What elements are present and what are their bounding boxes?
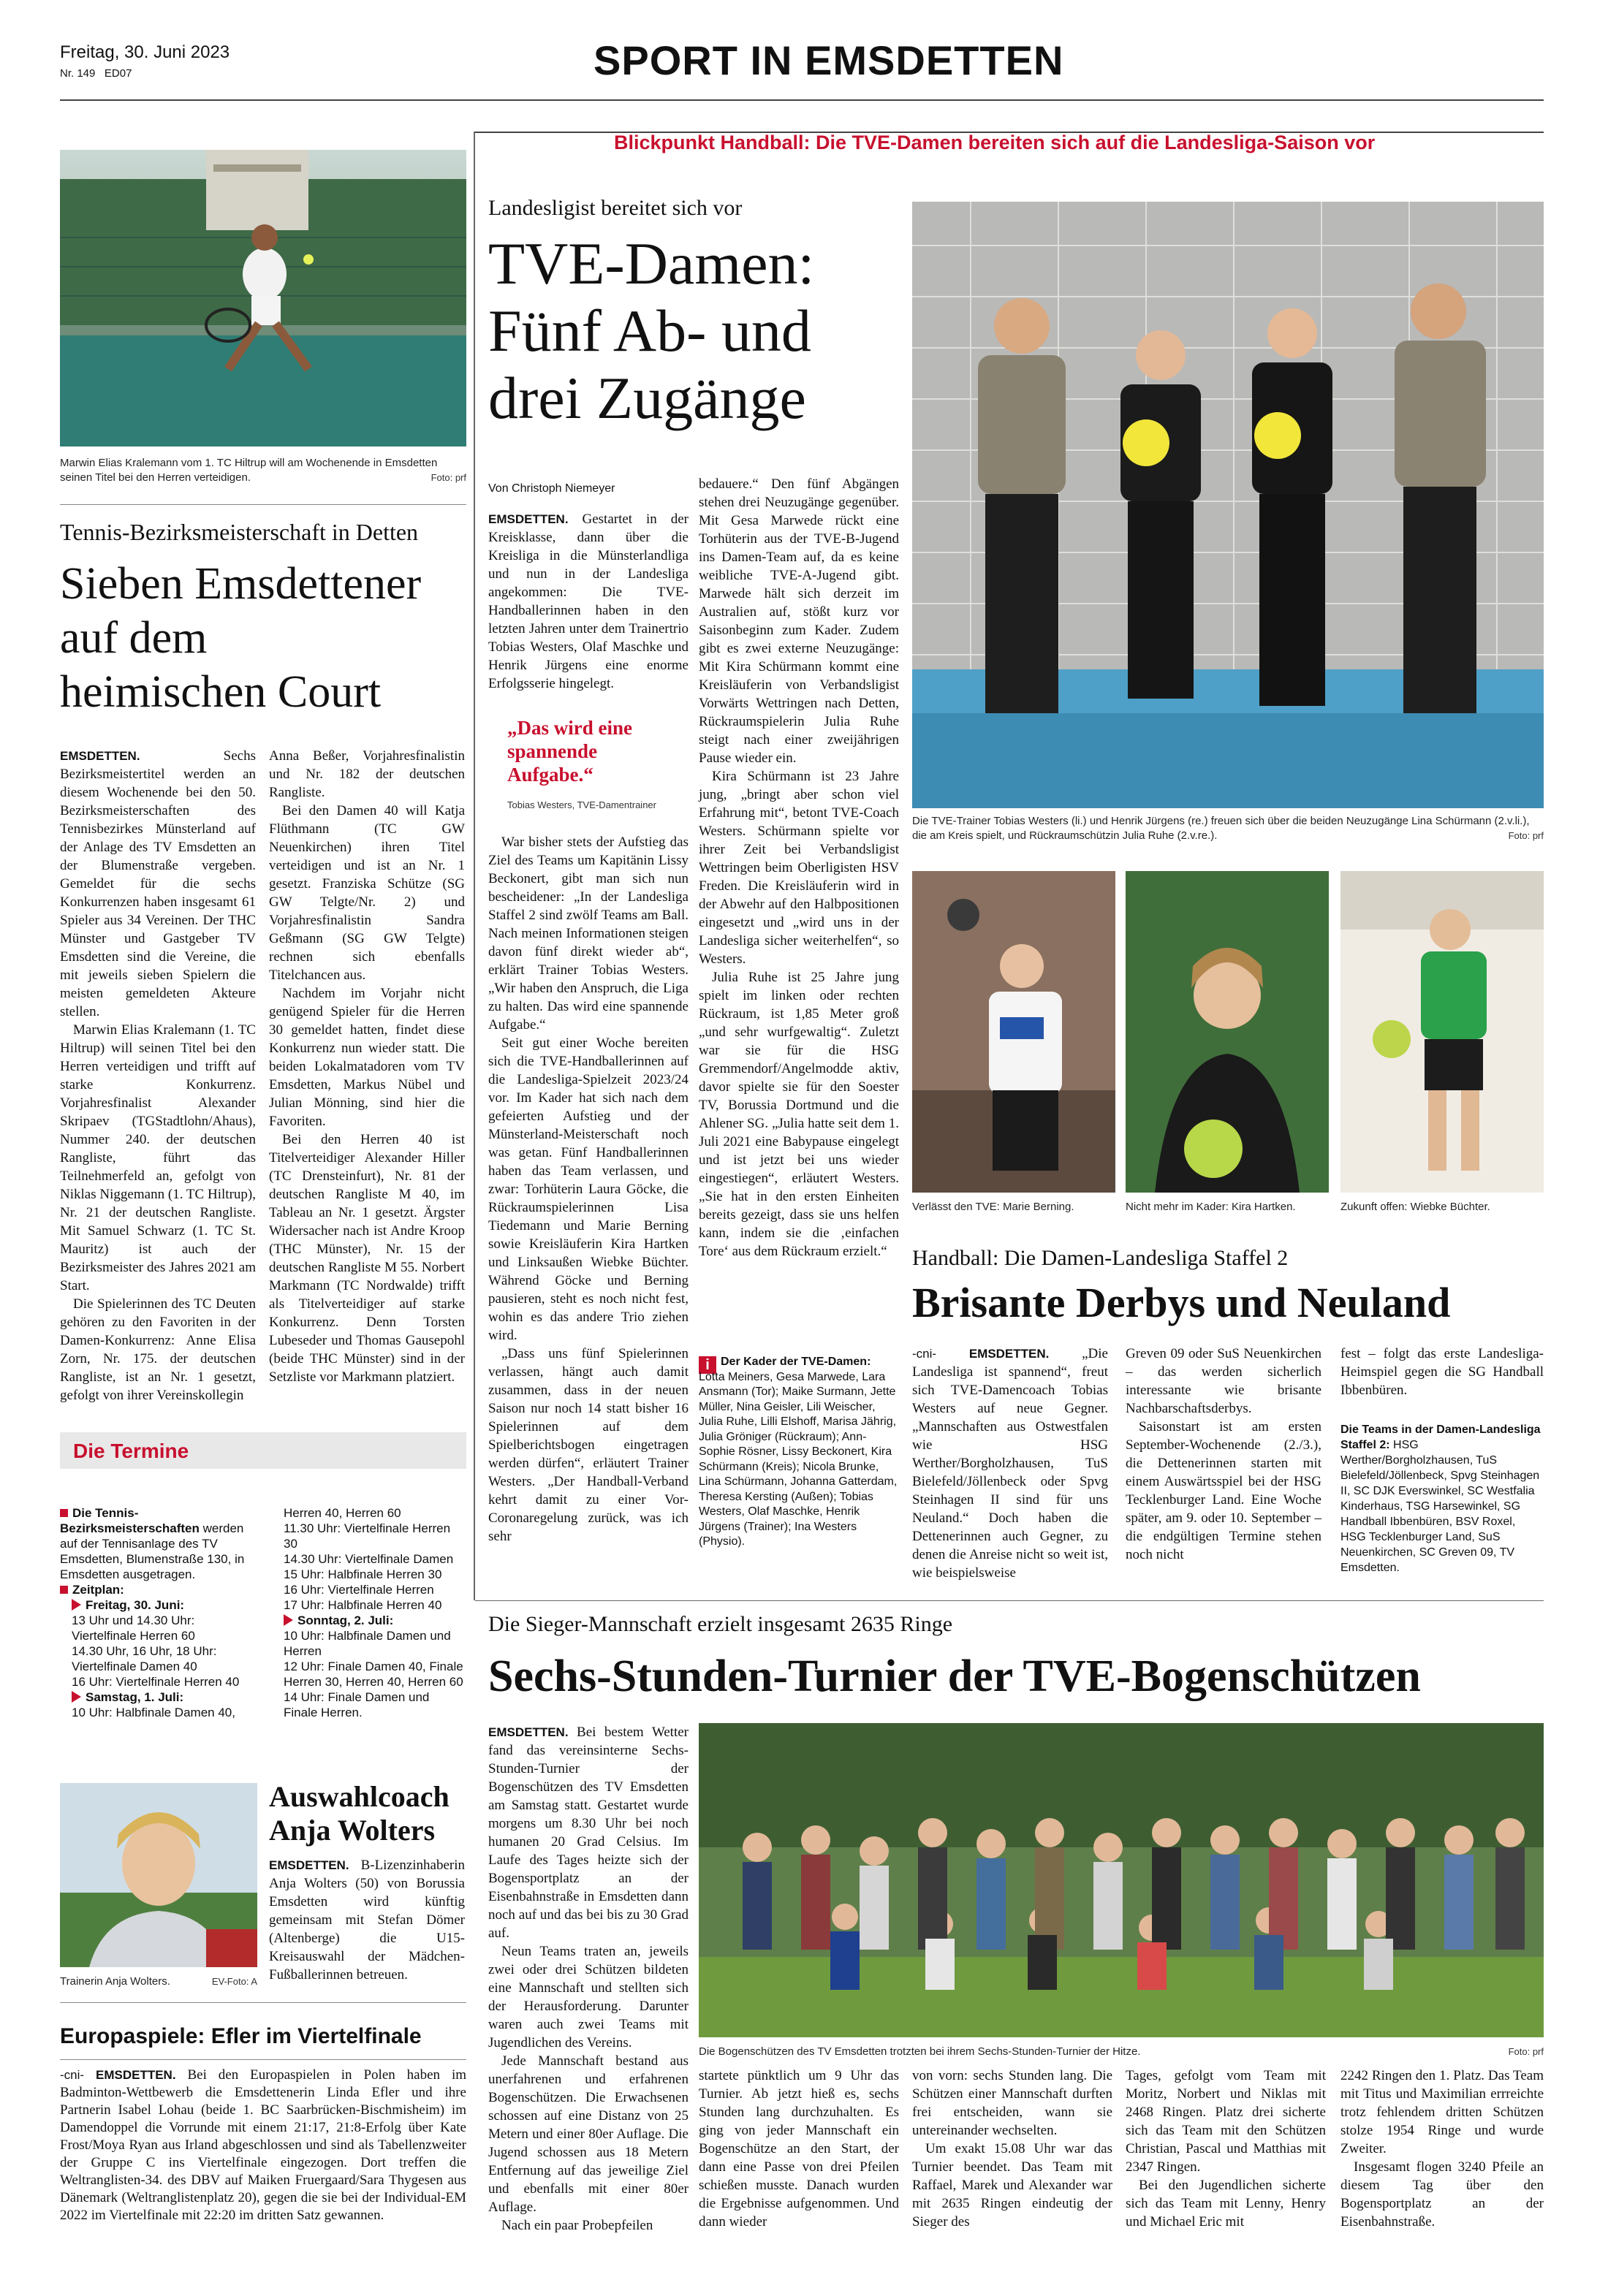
termine-fr-2: 14.30 Uhr, 16 Uhr, 18 Uhr: Viertelfinale Damen 40 bbox=[72, 1644, 217, 1673]
bogen-photo-credit: Foto: prf bbox=[1508, 2046, 1544, 2057]
derby-body-col3 bbox=[1340, 1345, 1544, 1399]
termine-friday: Freitag, 30. Juni: bbox=[86, 1598, 185, 1612]
team-photo-credit: Foto: prf bbox=[1508, 830, 1544, 841]
tve-body-col1-top bbox=[488, 510, 689, 693]
termine-zeitplan: Zeitplan: bbox=[72, 1583, 124, 1597]
termine-intro-bold: Die Tennis-Bezirksmeisterschaften bbox=[60, 1506, 200, 1535]
tennis-rule bbox=[60, 504, 466, 505]
europa-body bbox=[60, 2067, 466, 2224]
tennis-headline-line-3: heimischen Court bbox=[60, 667, 382, 717]
berning-photo bbox=[912, 871, 1115, 1193]
tennis-body-col2 bbox=[269, 747, 465, 1386]
tennis-col1-p3: Die Spielerinnen des TC Deuten gehören zu den Favoriten in der Damen-Konkurrenz: Anne Elisa Zorn, Nr. 175. der deutschen Rangliste, ist an Nr. 1 gesetzt, gefolgt von ihrer Vereinskollegin bbox=[60, 1296, 256, 1403]
europa-prefix: -cni- bbox=[60, 2068, 85, 2082]
bogen-col1-p4: Nach ein paar Probepfeilen bbox=[501, 2218, 653, 2233]
tve-headline bbox=[488, 230, 814, 432]
derby-col1: „Die Landesliga ist spannend“, freut sich TVE-Damencoach Tobias Westers auf neue Gegner. „Mannschaften aus Ostwestfalen wie HSG Werther/Borgholzhausen, TuS Bielefeld/Jöllenbeck oder Spvg Steinhagen II sind für uns Neuland.“ Doch haben die Dettenerinnen auch Gegner, zu denen die Anreise nicht so weit ist, wie beispielsweise bbox=[912, 1346, 1108, 1581]
bogen-rule bbox=[475, 1600, 1544, 1601]
tve-body-col2 bbox=[699, 475, 899, 1261]
termine-c2-6: 17 Uhr: Halbfinale Herren 40 bbox=[284, 1598, 442, 1612]
tve-dateline: EMSDETTEN. bbox=[488, 512, 569, 526]
derby-col2-p2: Saisonstart ist am ersten September-Wochenende (2./3.), die Dettenerinnen starten mit einem Auswärtsspiel bei der HSG Tecklenburger Land. Eine Woche später, am 9. oder 10. September – die endgültigen Termine stehen noch nicht bbox=[1126, 1419, 1321, 1562]
tennis-col2-p2: Bei den Damen 40 will Katja Flüthmann (TC GW Neuenkirchen) ihren Titel verteidigen und ist an Nr. 1 gesetzt. Franziska Schütze (SG GW Telgte/Nr. 2) und Vorjahresfinalistin Sandra Geßmann (SG GW Telgte) rechnen sich ebenfalls Titelchancen aus. bbox=[269, 803, 465, 983]
derby-kicker: Handball: Die Damen-Landesliga Staffel 2 bbox=[912, 1246, 1289, 1270]
bullet-square-icon bbox=[60, 1509, 68, 1517]
europa-text: Bei den Europaspielen in Polen haben im Badminton-Wettbewerb die Emsdettenerin Linda Efler und ihre Partnerin Isabel Lohau (beide 1. BC Saarbrücken-Bischmisheim) im Damendoppel die Vorrunde mit einem 21:17, 21:8-Erfolg über Kate Frost/Moya Ryan aus Irland abgeschlossen und sind als Tabellenzweiter der Gruppe C ins Viertelfinale eingezogen. Dort treffen die Weltranglisten-34. des DBV auf Maiken Fruergaard/Sara Thygesen aus Dänemark (Weltranglistenplatz 20), gegen die sie bei der Individual-EM 2022 im Viertelfinale mit 22:20 im dritten Satz gewannen. bbox=[60, 2067, 467, 2223]
tennis-photo-caption bbox=[60, 456, 466, 485]
issue-number bbox=[60, 67, 132, 80]
bogen-kicker: Die Sieger-Mannschaft erzielt insgesamt 2635 Ringe bbox=[488, 1612, 953, 1636]
derby-teams-box bbox=[1340, 1422, 1544, 1575]
hartken-caption: Nicht mehr im Kader: Kira Hartken. bbox=[1126, 1201, 1296, 1213]
team-photo bbox=[912, 202, 1544, 808]
derby-box-title: Die Teams in der Damen-Landesliga Staffel 2: bbox=[1340, 1423, 1541, 1451]
tve-body-col1-bottom bbox=[488, 833, 689, 1546]
tve-quote: „Das wird eine spannende Aufgabe.“ bbox=[507, 717, 632, 786]
bogen-photo-caption: Die Bogenschützen des TV Emsdetten trotzten bei ihrem Sechs-Stunden-Turnier der Hitze. bbox=[699, 2045, 1141, 2058]
triangle-arrow-icon bbox=[72, 1599, 81, 1611]
edition-code: ED07 bbox=[104, 67, 132, 80]
issue-date: Freitag, 30. Juni 2023 bbox=[60, 42, 230, 62]
team-photo-caption: Die TVE-Trainer Tobias Westers (li.) und Henrik Jürgens (re.) freuen sich über die beiden Neuzugänge Lina Schürmann (2.v.li.), die am Kreis spielt, und Rückraumschützin Julia Ruhe (2.v.re.). bbox=[912, 815, 1530, 842]
termine-col2 bbox=[284, 1505, 466, 1720]
wolters-credit: EV-Foto: A bbox=[211, 1976, 257, 1987]
termine-title: Die Termine bbox=[73, 1440, 189, 1462]
tennis-col2-p4: Bei den Herren 40 ist Titelverteidiger Alexander Hiller (TC Drensteinfurt), Nr. 81 der deutschen Rangliste M 40, im Tableau an Nr. 1 gesetzt. Ärgster Widersacher nach ist Andre Kroop (THC Münster), Nr. 15 der deutschen Rangliste M 55. Norbert Markmann (TC Nordwalde) trifft als Titelverteidiger auf starke Konkurrenz. Denn Torsten Lubeseder und Thomas Gausepohl (beide THC Münster) sind in der Setzliste vor Markmann platziert. bbox=[269, 1132, 465, 1385]
bogen-col1-p2: Neun Teams traten an, jeweils zwei oder drei Schützen bildeten eine Mannschaft und stellten sich der Herausforderung. Darunter waren auch zwei Teams mit Jugendlichen des Vereins. bbox=[488, 1944, 689, 2050]
wolters-dateline: EMSDETTEN. bbox=[269, 1858, 349, 1872]
termine-c2-2: 11.30 Uhr: Viertelfinale Herren 30 bbox=[284, 1521, 451, 1551]
tve-quote-source: Tobias Westers, TVE-Damentrainer bbox=[507, 799, 656, 810]
tve-col1-p1: Gestartet in der Kreisklasse, dann über die Kreisliga in die Münsterlandliga und nun in der Landesliga angekommen: Die TVE-Handballerinnen haben in den letzten Jahren unter dem Trainertrio Tobias Westers, Olaf Maschke und Henrik Jürgens eine enorme Erfolgsserie hingelegt. bbox=[488, 512, 689, 691]
bogen-dateline: EMSDETTEN. bbox=[488, 1725, 569, 1739]
termine-so-2: 12 Uhr: Finale Damen 40, Finale Herren 30, Herren 40, Herren 60 bbox=[284, 1660, 463, 1689]
tennis-headline bbox=[60, 557, 421, 719]
termine-col1 bbox=[60, 1505, 256, 1720]
termine-sa-1: 10 Uhr: Halbfinale Damen 40, bbox=[72, 1706, 235, 1719]
bogen-col5-p1: 2242 Ringen den 1. Platz. Das Team mit Titus und Maximilian errreichte trotz fehlendem dritten Schützen stolze 1954 Ringe und wurde Zweiter. bbox=[1340, 2068, 1544, 2156]
tennis-photo-credit: Foto: prf bbox=[431, 472, 466, 483]
derby-box-text: HSG Werther/Borgholzhausen, TuS Bielefeld/Jöllenbeck, Spvg Steinhagen II, SC DJK Everswinkel, SC Westfalia Kinderhaus, TSG Harsewinkel, SG Handball Ibbenbüren, BSV Roxel, HSG Tecklenburger Land, SuS Neuenkirchen, SC Greven 09, TV Emsdetten. bbox=[1340, 1439, 1540, 1574]
tve-headline-3: drei Zugänge bbox=[488, 365, 806, 431]
team-photo-caption-row bbox=[912, 814, 1544, 843]
wolters-caption-row bbox=[60, 1974, 257, 1989]
tennis-caption-text: Marwin Elias Kralemann vom 1. TC Hiltrup will am Wochenende in Emsdetten seinen Titel bei den Herren verteidigen. bbox=[60, 457, 438, 484]
bogen-headline: Sechs-Stunden-Turnier der TVE-Bogenschützen bbox=[488, 1651, 1421, 1701]
tennis-headline-line-2: auf dem bbox=[60, 613, 208, 663]
bullet-square-icon bbox=[60, 1586, 68, 1594]
tennis-headline-line-1: Sieben Emsdettener bbox=[60, 559, 422, 609]
bogen-body-col1 bbox=[488, 1723, 689, 2235]
derby-col2-p1: Greven 09 oder SuS Neuenkirchen – das werden sicherlich interessante wie brisante Nachbarschaftsderbys. bbox=[1126, 1346, 1321, 1416]
tve-headline-2: Fünf Ab- und bbox=[488, 297, 811, 364]
wolters-headline-1: Auswahlcoach bbox=[269, 1780, 450, 1813]
wolters-rule bbox=[60, 2002, 466, 2003]
bogen-body-col2 bbox=[699, 2067, 899, 2231]
issue-nr: Nr. 149 bbox=[60, 67, 96, 80]
termine-fr-3: 16 Uhr: Viertelfinale Herren 40 bbox=[72, 1675, 240, 1689]
berning-caption: Verlässt den TVE: Marie Berning. bbox=[912, 1201, 1074, 1213]
tennis-photo bbox=[60, 150, 466, 446]
bogen-col2: startete pünktlich um 9 Uhr das Turnier. Ab jetzt hieß es, sechs Stunden lang durchzuhalten. Es ging von jeder Mannschaft ein Bogenschütze an den Start, der dann eine Passe von drei Pfeilen schießen musste. Danach wurden die Ergebnisse aufgenommen. Und dann wieder bbox=[699, 2068, 899, 2230]
derby-col3: fest – folgt das erste Landesliga-Heimspiel gegen die SG Handball Ibbenbüren. bbox=[1340, 1346, 1544, 1398]
bogen-col3-p1: von vorn: sechs Stunden lang. Die Schützen einer Mannschaft durften frei entscheiden, wann sie untereinander wechselten. bbox=[912, 2068, 1112, 2138]
buechter-caption: Zukunft offen: Wiebke Büchter. bbox=[1340, 1201, 1490, 1213]
derby-body-col2 bbox=[1126, 1345, 1321, 1564]
termine-fr-1: 13 Uhr und 14.30 Uhr: Viertelfinale Herren 60 bbox=[72, 1613, 195, 1643]
column-divider-left bbox=[474, 132, 475, 1600]
bogen-photo bbox=[699, 1723, 1544, 2037]
triangle-arrow-icon bbox=[72, 1691, 81, 1703]
termine-c2-1: Herren 40, Herren 60 bbox=[284, 1506, 401, 1520]
wolters-photo bbox=[60, 1783, 257, 1967]
europa-dateline: EMSDETTEN. bbox=[96, 2068, 176, 2082]
termine-c2-3: 14.30 Uhr: Viertelfinale Damen bbox=[284, 1552, 454, 1566]
wolters-headline-2: Anja Wolters bbox=[269, 1814, 436, 1847]
bogen-photo-caption-row bbox=[699, 2045, 1544, 2059]
tve-kader-title: Der Kader der TVE-Damen: bbox=[721, 1356, 871, 1368]
bogen-body-col4 bbox=[1126, 2067, 1326, 2231]
bogen-col1-p1: Bei bestem Wetter fand das vereinsinterne Sechs-Stunden-Turnier der Bogenschützen des TV Emsdetten am Samstag statt. Gestartet wurde morgens um 8.30 Uhr bei noch humanen 20 Grad Celsius. Im Laufe des Tages heizte sich der Bogensportplatz an der Eisenbahnstraße in Emsdetten dann noch auf und das bei bis zu 30 Grad auf. bbox=[488, 1725, 689, 1941]
tve-col1-p4: „Dass uns fünf Spielerinnen verlassen, hängt auch damit zusammen, dass in der neuen Saison nur noch 14 statt bisher 16 Spielerinnen auf dem Spielberichtsbogen eingetragen werden dürfen“, erläutert Trainer Westers. „Der Handball-Verband kehrt damit zu einer Vor-Coronaregelung zurück, was ich sehr bbox=[488, 1346, 689, 1544]
bogen-col4-p2: Bei den Jugendlichen sicherte sich das Team mit Lenny, Henry und Michael Eric mit bbox=[1126, 2178, 1326, 2230]
tennis-dateline: EMSDETTEN. bbox=[60, 749, 140, 763]
blickpunkt-banner: Blickpunkt Handball: Die TVE-Damen bereiten sich auf die Landesliga-Saison vor bbox=[614, 132, 1376, 153]
derby-prefix: -cni- bbox=[912, 1347, 937, 1361]
termine-c2-5: 16 Uhr: Viertelfinale Herren bbox=[284, 1583, 434, 1597]
termine-c2-4: 15 Uhr: Halbfinale Herren 30 bbox=[284, 1567, 442, 1581]
termine-intro: werden auf der Tennisanlage des TV Emsdetten, Blumenstraße 130, in Emsdetten ausgetragen. bbox=[60, 1521, 245, 1581]
section-title: SPORT IN EMSDETTEN bbox=[593, 37, 1064, 83]
termine-saturday: Samstag, 1. Juli: bbox=[86, 1690, 184, 1704]
derby-headline: Brisante Derbys und Neuland bbox=[912, 1279, 1451, 1326]
buechter-photo bbox=[1340, 871, 1544, 1193]
header-rule bbox=[60, 99, 1544, 101]
termine-so-1: 10 Uhr: Halbfinale Damen und Herren bbox=[284, 1629, 451, 1658]
tennis-col1-p2: Marwin Elias Kralemann (1. TC Hiltrup) will seinen Titel bei den Herren verteidigen und trifft auf starke Konkurrenz. Vorjahresfinalist Alexander Skripaev (TGStadtlohn/Ahaus), Nummer 240. der deutschen Rangliste, führt das Teilnehmerfeld an, gefolgt von Niklas Niggemann (1. TC Hiltrup), Nr. 21 der deutschen Rangliste. Mit Samuel Schwarz (1. TC St. Mauritz) ist auch der Bezirksmeister des Jahres 2021 am Start. bbox=[60, 1022, 256, 1293]
wolters-caption: Trainerin Anja Wolters. bbox=[60, 1975, 170, 1988]
tennis-col1-p1: Sechs Bezirksmeistertitel werden an diesem Wochenende bei den 50. Bezirksmeisterschaften des Tennisbezirkes Münsterland auf der Anlage des TV Emsdetten an der Blumenstraße vergeben. Gemeldet für die sechs Konkurrenzen haben insgesamt 61 Spieler aus 34 Vereinen. Der THC Münster und Gastgeber TV Emsdetten sind die Vereine, die mit jeweils sieben Spielern die meisten gemeldeten Akteure stellen. bbox=[60, 748, 256, 1019]
europa-headline: Europaspiele: Efler im Viertelfinale bbox=[60, 2024, 422, 2048]
bogen-col4-p1: Tages, gefolgt vom Team mit Moritz, Norbert und Niklas mit 2468 Ringen. Platz drei sicherte sich das Team mit den Schützen Christian, Pascal und Matthias mit 2347 Ringen. bbox=[1126, 2068, 1326, 2175]
derby-dateline: EMSDETTEN. bbox=[968, 1347, 1050, 1361]
tennis-kicker: Tennis-Bezirksmeisterschaft in Detten bbox=[60, 519, 419, 545]
tennis-body-col1 bbox=[60, 747, 256, 1404]
tve-col2-p1: bedauere.“ Den fünf Abgängen stehen drei Neuzugänge gegenüber. Mit Gesa Marwede rückt eine Torhüterin aus der TVE-B-Jugend ins Damen-Team auf, da es keine weibliche TVE-A-Jugend gibt. Marwede hält sich derzeit im Australien auf, stößt kurz vor Saisonbeginn zum Kader. Zudem gibt es zwei externe Neuzugänge: Mit Kira Schürmann kommt eine Kreisläuferin von Verbandsligist Vorwärts Wettringen nach Detten, Rückraumspielerin Julia Ruhe steigt nach einer zweijährigen Pause wieder ein. bbox=[699, 476, 899, 766]
tve-col1-p2: War bisher stets der Aufstieg das Ziel des Teams um Kapitänin Lissy Beckonert, gibt man sich nun bescheidener: „In der Landesliga Staffel 2 sind zwölf Teams am Ball. Nach meinen Informationen steigen davon fünf direkt wieder ab“, erklärt Trainer Tobias Westers. „Wir haben den Anspruch, die Liga zu halten. Das wird eine spannende Aufgabe.“ bbox=[488, 835, 689, 1033]
tve-kicker: Landesligist bereitet sich vor bbox=[488, 196, 743, 220]
tve-kader-text: Lotta Meiners, Gesa Marwede, Lara Ansmann (Tor); Maike Surmann, Jette Müller, Nina Geisler, Lili Weischer, Julia Ruhe, Lilli Elshoff, Marisa Jährig, Julia Gröniger (Rückraum); Ann-Sophie Rösner, Lissy Beckonert, Kira Schürmann (Kreis); Nicola Brunke, Lina Schürmann, Johanna Gatterdam, Theresa Kersting (Außen); Tobias Westers, Olaf Maschke, Henrik Jürgens (Trainer); Ina Westers (Physio). bbox=[699, 1370, 898, 1548]
derby-body-col1 bbox=[912, 1345, 1108, 1582]
tve-author: Von Christoph Niemeyer bbox=[488, 482, 615, 495]
termine-so-3: 14 Uhr: Finale Damen und Finale Herren. bbox=[284, 1690, 430, 1719]
bogen-col5-p2: Insgesamt flogen 3240 Pfeile an diesem Tag über den Bogensportplatz an der Eisenbahnstraße. bbox=[1340, 2159, 1544, 2230]
tve-headline-1: TVE-Damen: bbox=[488, 230, 815, 297]
termine-sunday: Sonntag, 2. Juli: bbox=[297, 1613, 394, 1627]
tennis-col2-p3: Nachdem im Vorjahr nicht genügend Spieler für die Herren 30 gemeldet hatten, findet diese Konkurrenz nun wieder statt. Die beiden Lokalmatadoren vom TV Emsdetten, Markus Nübel und Julian Mönning, sind hier die Favoriten. bbox=[269, 986, 465, 1129]
wolters-text: B-Lizenzinhaberin Anja Wolters (50) von Borussia Emsdetten wird künftig gemeinsam mit Stefan Dömer (Altenberge) die U15-Kreisauswahl der Mädchen-Fußballerinnen betreuen. bbox=[269, 1858, 465, 1983]
tennis-col2-p1: Anna Beßer, Vorjahresfinalistin und Nr. 182 der deutschen Rangliste. bbox=[269, 748, 465, 800]
tve-kader-box bbox=[699, 1355, 899, 1550]
bogen-col1-p3: Jede Mannschaft bestand aus unerfahrenen und erfahrenen Bogenschützen. Die Erwachsenen schossen auf eine Distanz von 25 Metern und einer 80er Auflage. Die Jugend schossen aus 18 Metern Entfernung auf das jeweilige Ziel und ebenfalls mit einer 80er Auflage. bbox=[488, 2053, 689, 2215]
tve-col2-p3: Julia Ruhe ist 25 Jahre jung spielt im linken oder rechten Rückraum, ist 1,85 Meter groß „und sehr wurfgewaltig“. Zuletzt war sie für die HSG Gremmendorf/Angelmodde aktiv, davor spielte sie für den Soester TV, Borussia Dortmund und die Ahlener SG. „Julia hatte seit dem 1. Juli 2021 eine Babypause eingelegt und ist jetzt bei uns wieder eingestiegen“, erläutert Westers. „Sie hat in den ersten Einheiten bereits gezeigt, dass sie uns helfen kann, indem sie die ‚einfachen Tore‘ aus dem Rückraum erzielt.“ bbox=[699, 970, 899, 1259]
wolters-body bbox=[269, 1856, 465, 1984]
wolters-headline bbox=[269, 1780, 450, 1847]
bogen-body-col5 bbox=[1340, 2067, 1544, 2231]
info-icon: i bbox=[699, 1356, 716, 1374]
bogen-col3-p2: Um exakt 15.08 Uhr war das Turnier beendet. Das Team mit Raffael, Marek und Alexander war mit 2635 Ringen eindeutig der Sieger des bbox=[912, 2141, 1112, 2230]
hartken-photo bbox=[1126, 871, 1329, 1193]
europa-rule bbox=[60, 2059, 466, 2060]
triangle-arrow-icon bbox=[284, 1614, 293, 1626]
bogen-body-col3 bbox=[912, 2067, 1112, 2231]
tve-col1-p3: Seit gut einer Woche bereiten sich die TVE-Handballerinnen auf die Landesliga-Spielzeit 2023/24 vor. Im Kader hat sich nach dem gefeierten Aufstieg und der Münsterland-Meisterschaft noch was getan. Fünf Handballerinnen haben das Team verlassen, und zwar: Torhüterin Laura Göcke, die Rückraumspielerinnen Lisa Tiedemann und Marie Berning sowie Kreisläuferin Kira Hartken und Linksaußen Wiebke Büchter. Während Göcke und Berning pausieren, steht es noch nicht fest, wohin es das andere Trio ziehen wird. bbox=[488, 1035, 689, 1343]
tve-col2-p2: Kira Schürmann ist 23 Jahre jung, „bringt aber schon viel Erfahrung mit“, betont TVE-Coach Westers. Schürmann spielte vor ihrer Zeit bei Verbandsligist Wettringen beim Oberligisten HSV Freden. Die Kreisläuferin wird in der Abwehr auf den Halbpositionen eingesetzt und „wird uns in der Landesliga sicher weiterhelfen“, so Westers. bbox=[699, 769, 899, 967]
